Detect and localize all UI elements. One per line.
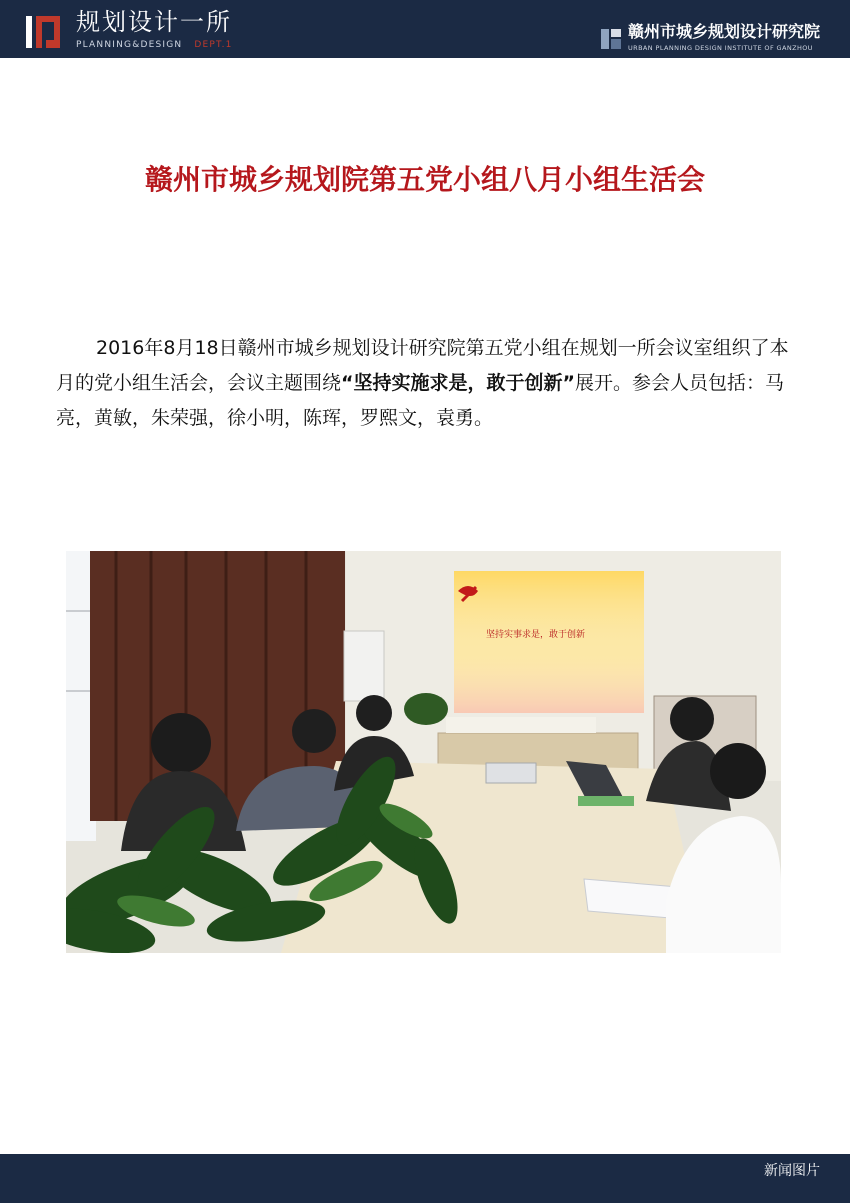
institute-name-en: URBAN PLANNING DESIGN INSTITUTE OF GANZHOU bbox=[628, 44, 813, 52]
page-header bbox=[0, 0, 850, 58]
page-footer bbox=[0, 1154, 850, 1203]
news-photo bbox=[66, 551, 781, 953]
meeting-photo-illustration bbox=[66, 551, 781, 953]
paragraph-text-1: 2016年8月18日赣州市城乡规划设计研究院第五党小组在规划一所会议室组织了本月的党小组生活会，会议主题围绕 bbox=[56, 337, 789, 394]
institute-logo-icon bbox=[600, 28, 622, 50]
footer-label: 新闻图片 bbox=[764, 1163, 820, 1179]
article-title: 赣州市城乡规划院第五党小组八月小组生活会 bbox=[144, 163, 705, 196]
dept-title: 规划设计一所 bbox=[76, 8, 232, 36]
dept-logo-icon bbox=[24, 12, 64, 52]
institute-name: 赣州市城乡规划设计研究院 bbox=[628, 22, 821, 41]
slide-text: 坚持实事求是，敢于创新 bbox=[486, 630, 586, 640]
article-paragraph bbox=[56, 331, 800, 436]
article-body bbox=[56, 331, 800, 436]
dept-subtitle-text: PLANNING&DESIGN bbox=[76, 40, 183, 50]
paragraph-text-2: 展开。参会人员包括：马亮，黄敏，朱荣强，徐小明，陈珲，罗熙文，袁勇。 bbox=[56, 372, 785, 429]
dept-code: DEPT.1 bbox=[194, 40, 233, 50]
meeting-theme: “坚持实施求是，敢于创新” bbox=[341, 372, 575, 394]
dept-subtitle bbox=[76, 40, 233, 50]
